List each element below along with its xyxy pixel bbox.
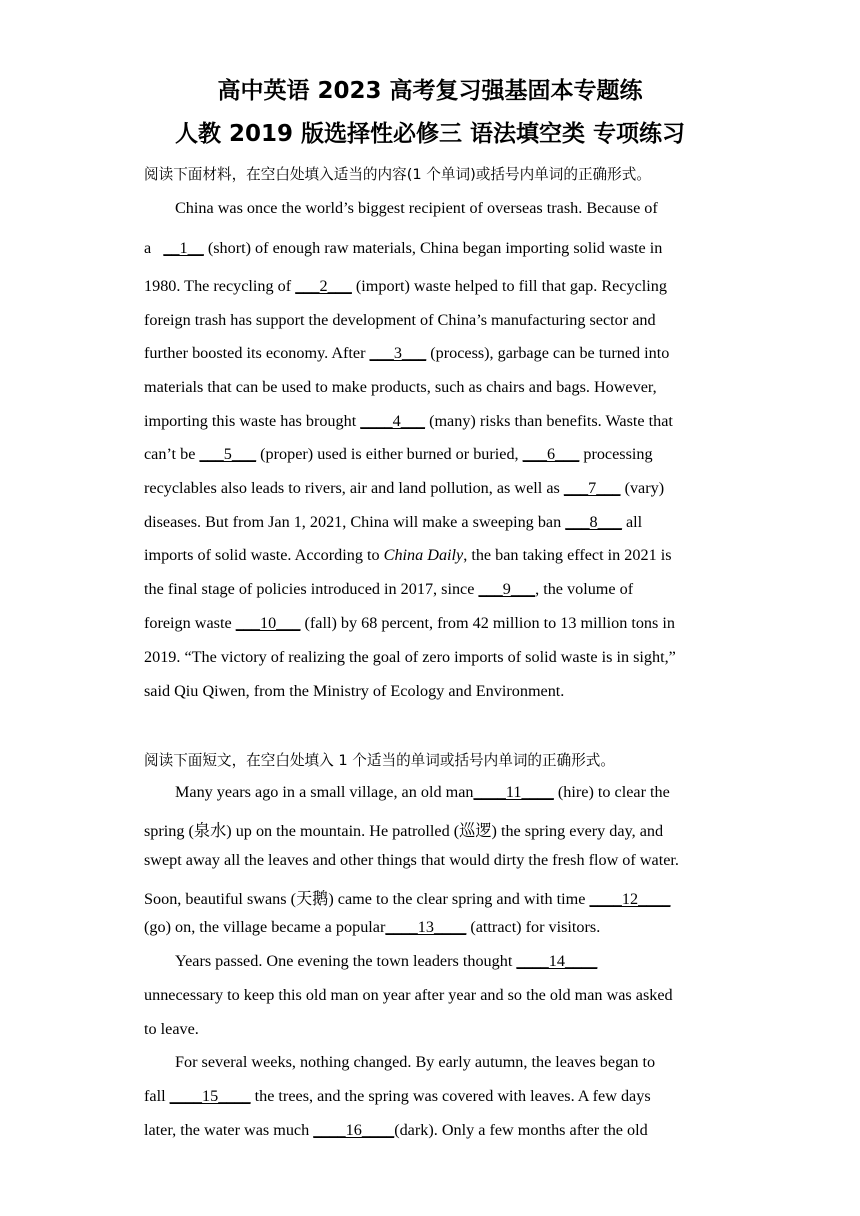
blank-5: ___5___: [199, 445, 257, 463]
blank-10: ___10___: [235, 614, 301, 632]
passage1-line: said Qiu Qiwen, from the Ministry of Ecology and Environment.: [144, 682, 565, 700]
passage2-line: (go) on, the village became a popular____13____ (attract) for visitors.: [144, 918, 601, 936]
passage2-line: Many years ago in a small village, an old man____11____ (hire) to clear the: [175, 783, 670, 801]
passage2-line: swept away all the leaves and other things that would dirty the fresh flow of water.: [144, 851, 679, 869]
blank-7: ___7___: [563, 479, 621, 497]
passage1-instruction: 阅读下面材料，在空白处填入适当的内容(1 个单词)或括号内单词的正确形式。: [144, 166, 651, 183]
passage2-line: Soon, beautiful swans (天鹅) came to the clear spring and with time ____12____: [144, 890, 671, 908]
blank-1: __1__: [163, 239, 204, 257]
passage1-line: importing this waste has brought ____4___ (many) risks than benefits. Waste that: [144, 412, 673, 430]
passage1-line: foreign waste ___10___ (fall) by 68 percent, from 42 million to 13 million tons in: [144, 614, 675, 632]
passage2-line: Years passed. One evening the town leaders thought ____14____: [175, 952, 598, 970]
passage1-line: imports of solid waste. According to China Daily, the ban taking effect in 2021 is: [144, 546, 672, 564]
passage2-line: fall ____15____ the trees, and the spring was covered with leaves. A few days: [144, 1087, 651, 1105]
blank-12: ____12____: [589, 890, 671, 908]
passage2-line: For several weeks, nothing changed. By early autumn, the leaves began to: [175, 1053, 656, 1071]
passage2-line: unnecessary to keep this old man on year after year and so the old man was asked: [144, 986, 673, 1004]
blank-14: ____14____: [516, 952, 598, 970]
blank-16: ____16____: [313, 1121, 395, 1139]
blank-15: ____15____: [169, 1087, 251, 1105]
passage1-line: 1980. The recycling of ___2___ (import) waste helped to fill that gap. Recycling: [144, 277, 667, 295]
blank-9: ___9___: [478, 580, 536, 598]
blank-2: ___2___: [295, 277, 352, 295]
blank-4: ____4___: [360, 412, 426, 430]
passage1-line: recyclables also leads to rivers, air and land pollution, as well as ___7___ (vary): [144, 479, 665, 497]
passage2-line: later, the water was much ____16____(dark). Only a few months after the old: [144, 1121, 648, 1139]
passage1-line: materials that can be used to make products, such as chairs and bags. However,: [144, 378, 657, 396]
blank-8: ___8___: [565, 513, 622, 531]
passage1-line: further boosted its economy. After ___3___ (process), garbage can be turned into: [144, 344, 670, 362]
passage2-line: spring (泉水) up on the mountain. He patrolled (巡逻) the spring every day, and: [144, 822, 664, 840]
passage1-line: a __1__ (short) of enough raw materials, China began importing solid waste in: [144, 239, 663, 257]
blank-11: ____11____: [473, 783, 554, 801]
passage1-line: China was once the world’s biggest recipient of overseas trash. Because of: [175, 199, 658, 217]
blank-13: ____13____: [385, 918, 467, 936]
passage1-line: diseases. But from Jan 1, 2021, China will make a sweeping ban ___8___ all: [144, 513, 643, 531]
blank-3: ___3___: [369, 344, 427, 362]
publication-name: China Daily: [383, 546, 464, 564]
blank-6: ___6___: [522, 445, 580, 463]
passage1-line: the final stage of policies introduced in 2017, since ___9___, the volume of: [144, 580, 634, 598]
passage1-line: foreign trash has support the development of China’s manufacturing sector and: [144, 311, 656, 329]
passage2-line: to leave.: [144, 1020, 199, 1038]
title-line-2: 人教 2019 版选择性必修三 语法填空类 专项练习: [174, 121, 686, 147]
title-line-1: 高中英语 2023 高考复习强基固本专题练: [217, 78, 643, 104]
passage1-line: can’t be ___5___ (proper) used is either burned or buried, ___6___ processing: [144, 445, 653, 463]
passage2-instruction: 阅读下面短文，在空白处填入 1 个适当的单词或括号内单词的正确形式。: [144, 752, 615, 769]
passage1-line: 2019. “The victory of realizing the goal of zero imports of solid waste is in sight,”: [144, 648, 676, 666]
